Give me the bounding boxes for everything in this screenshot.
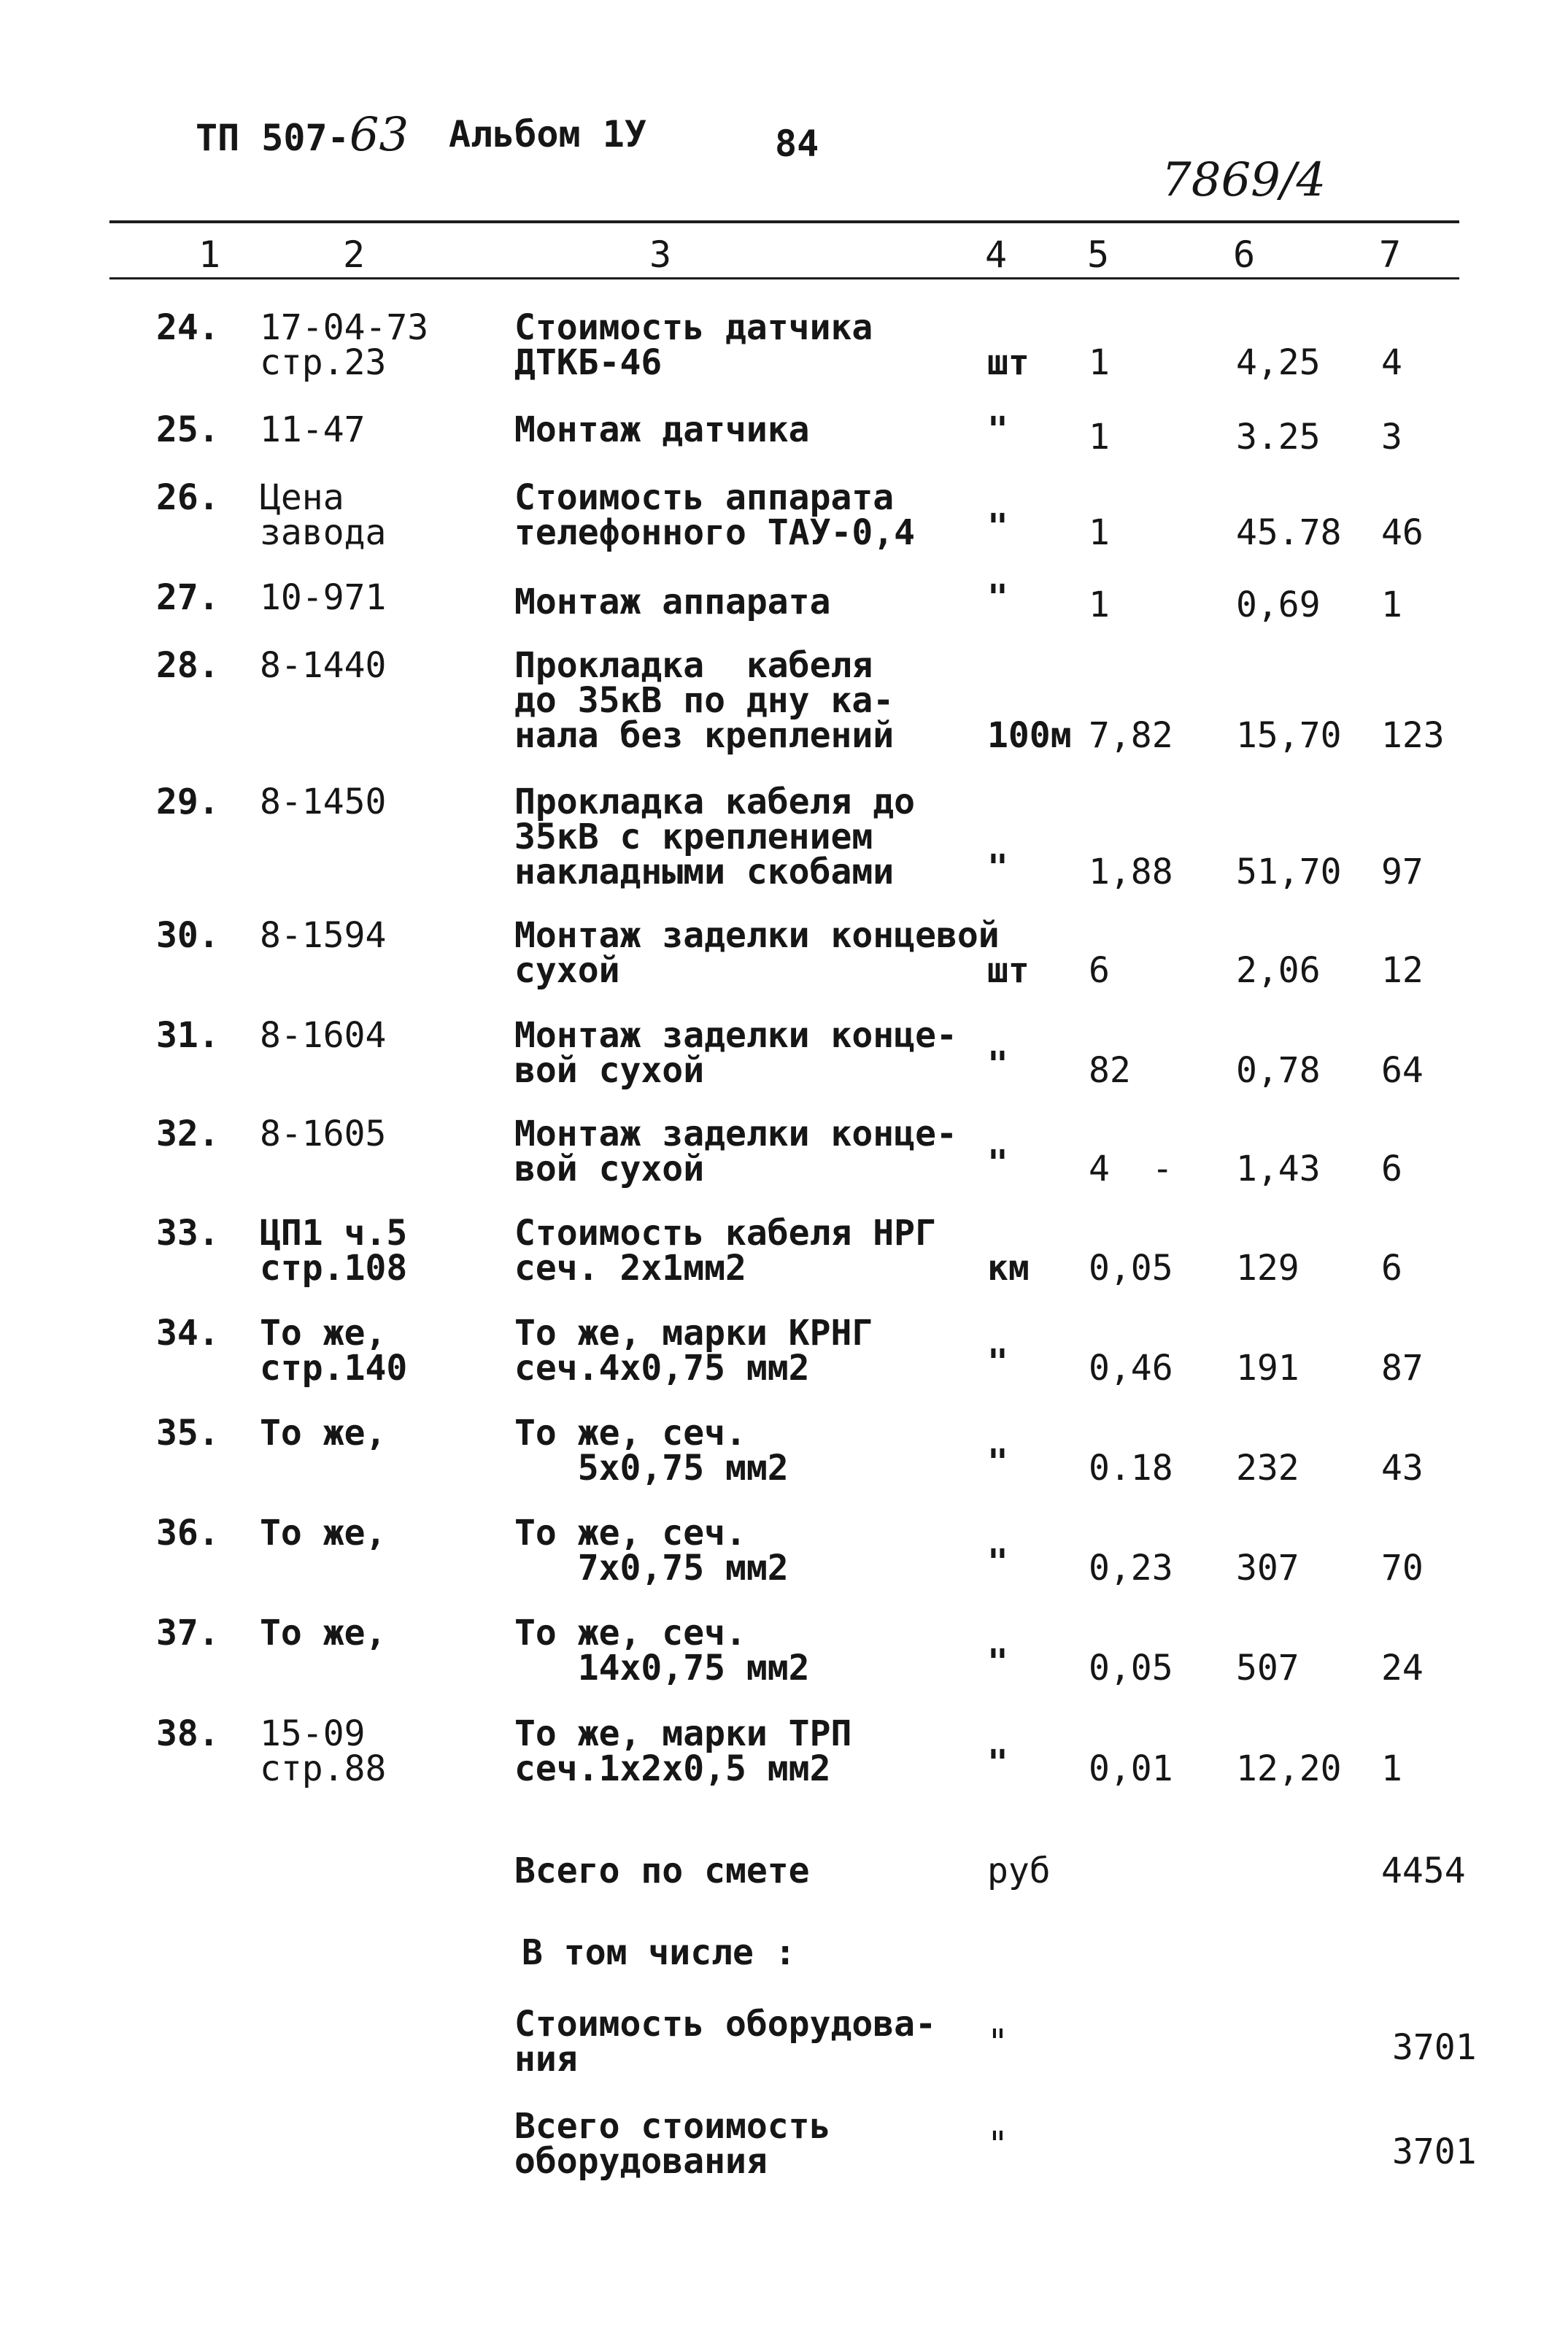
- row-price: 507: [1236, 1648, 1299, 1689]
- total-value: 4454: [1381, 1851, 1466, 1891]
- row-total: 12: [1381, 950, 1424, 991]
- row-description: То же, сеч. 14х0,75 мм2: [514, 1613, 810, 1689]
- row-description: То же, сеч. 7х0,75 мм2: [514, 1513, 789, 1589]
- row-number: 29.: [156, 782, 220, 822]
- row-number: 34.: [156, 1313, 220, 1354]
- row-number: 31.: [156, 1015, 220, 1056]
- row-price: 2,06: [1236, 950, 1321, 991]
- row-reference: ЦП1 ч.5 стр.108: [260, 1213, 408, 1289]
- row-quantity: 4 -: [1089, 1149, 1173, 1189]
- row-description: Стоимость аппарата телефонного ТАУ-0,4: [514, 477, 916, 553]
- row-total: 24: [1381, 1648, 1424, 1689]
- row-unit: ": [987, 506, 1008, 547]
- column-header-1: 1: [198, 234, 221, 276]
- row-reference: 8-1440: [260, 645, 387, 686]
- row-price: 12,20: [1236, 1748, 1342, 1789]
- row-number: 33.: [156, 1213, 220, 1254]
- project-code-suffix: 63: [349, 108, 409, 162]
- row-total: 4: [1381, 342, 1402, 383]
- column-header-7: 7: [1379, 234, 1402, 276]
- row-number: 37.: [156, 1613, 220, 1653]
- row-number: 24.: [156, 307, 220, 348]
- row-reference: То же, стр.140: [260, 1313, 408, 1389]
- row-quantity: 82: [1089, 1050, 1131, 1091]
- equipment-cost-value: 3701: [1392, 2027, 1477, 2068]
- row-price: 51,70: [1236, 852, 1342, 892]
- row-total: 1: [1381, 584, 1402, 625]
- row-unit: ": [987, 1342, 1008, 1383]
- row-reference: 8-1594: [260, 915, 387, 956]
- row-quantity: 0,01: [1089, 1748, 1173, 1789]
- row-price: 0,69: [1236, 584, 1321, 625]
- column-header-2: 2: [343, 234, 366, 276]
- equipment-cost-label: Стоимость оборудова- ния: [514, 2004, 936, 2080]
- row-description: Монтаж датчика: [514, 409, 810, 450]
- row-quantity: 1: [1089, 417, 1110, 458]
- row-price: 45.78: [1236, 512, 1342, 553]
- row-reference: Цена завода: [260, 477, 387, 553]
- row-number: 32.: [156, 1114, 220, 1154]
- project-code: [196, 108, 409, 162]
- row-total: 1: [1381, 1748, 1402, 1789]
- row-total: 43: [1381, 1448, 1424, 1489]
- row-quantity: 1,88: [1089, 852, 1173, 892]
- row-total: 3: [1381, 417, 1402, 458]
- row-total: 70: [1381, 1548, 1424, 1589]
- row-number: 26.: [156, 477, 220, 518]
- row-unit: ": [987, 1143, 1008, 1184]
- row-quantity: 0,05: [1089, 1648, 1173, 1689]
- row-description: Монтаж заделки конце- вой сухой: [514, 1114, 957, 1189]
- including-label: В том числе :: [522, 1932, 796, 1973]
- document-number: 7869/4: [1162, 153, 1326, 207]
- row-quantity: 0.18: [1089, 1448, 1173, 1489]
- total-label: Всего по смете: [514, 1851, 810, 1891]
- row-description: Стоимость кабеля НРГ сеч. 2х1мм2: [514, 1213, 936, 1289]
- column-header-4: 4: [985, 234, 1008, 276]
- row-quantity: 1: [1089, 512, 1110, 553]
- row-total: 64: [1381, 1050, 1424, 1091]
- column-header-5: 5: [1087, 234, 1110, 276]
- total-unit: руб: [987, 1851, 1051, 1891]
- row-reference: 8-1604: [260, 1015, 387, 1056]
- row-unit: ": [987, 1542, 1008, 1583]
- row-unit: ": [987, 577, 1008, 618]
- row-reference: 8-1450: [260, 782, 387, 822]
- row-description: Монтаж заделки конце- вой сухой: [514, 1015, 957, 1091]
- row-description: То же, марки КРНГ сеч.4х0,75 мм2: [514, 1313, 873, 1389]
- equipment-cost-unit: ": [987, 2022, 1008, 2063]
- row-price: 232: [1236, 1448, 1299, 1489]
- row-description: То же, марки ТРП сеч.1х2х0,5 мм2: [514, 1713, 852, 1789]
- row-unit: ": [987, 1442, 1008, 1483]
- row-price: 191: [1236, 1348, 1299, 1389]
- column-header-rule: [109, 277, 1459, 279]
- row-number: 27.: [156, 577, 220, 618]
- row-reference: То же,: [260, 1413, 387, 1454]
- row-price: 3.25: [1236, 417, 1321, 458]
- row-quantity: 1: [1089, 584, 1110, 625]
- row-description: То же, сеч. 5х0,75 мм2: [514, 1413, 789, 1489]
- row-unit: км: [987, 1248, 1030, 1289]
- row-total: 6: [1381, 1248, 1402, 1289]
- row-total: 97: [1381, 852, 1424, 892]
- row-number: 25.: [156, 409, 220, 450]
- row-unit: ": [987, 1642, 1008, 1683]
- row-description: Монтаж аппарата: [514, 582, 831, 622]
- row-description: Прокладка кабеля до 35кВ с креплением накладными скобами: [514, 782, 916, 892]
- reference-code: 17-04-73 стр.23: [260, 307, 429, 383]
- row-unit: ": [987, 1044, 1008, 1085]
- equipment-total-unit: ": [987, 2124, 1008, 2165]
- row-number: 38.: [156, 1713, 220, 1754]
- row-reference: 11-47: [260, 409, 366, 450]
- row-reference: То же,: [260, 1613, 387, 1653]
- column-header-3: 3: [649, 234, 672, 276]
- row-total: 46: [1381, 512, 1424, 553]
- row-description: Монтаж заделки концевой сухой: [514, 915, 1000, 991]
- table-top-rule: [109, 220, 1459, 223]
- row-quantity: 0,05: [1089, 1248, 1173, 1289]
- row-price: 129: [1236, 1248, 1299, 1289]
- album-label: Альбом 1У: [449, 113, 646, 155]
- row-unit: шт: [987, 950, 1030, 991]
- row-unit: 100м: [987, 715, 1072, 756]
- row-total: 123: [1381, 715, 1445, 756]
- equipment-total-label: Всего стоимость оборудования: [514, 2106, 831, 2182]
- row-unit: ": [987, 409, 1008, 450]
- row-unit: шт: [987, 342, 1030, 383]
- row-number: 30.: [156, 915, 220, 956]
- row-description: Стоимость датчика ДТКБ-46: [514, 307, 873, 383]
- row-reference: [260, 307, 429, 383]
- row-reference: 8-1605: [260, 1114, 387, 1154]
- row-number: 35.: [156, 1413, 220, 1454]
- row-reference: 15-09 стр.88: [260, 1713, 387, 1789]
- row-total: 6: [1381, 1149, 1402, 1189]
- project-code-base: ТП 507-: [196, 117, 349, 159]
- column-header-6: 6: [1233, 234, 1256, 276]
- row-quantity: 0,46: [1089, 1348, 1173, 1389]
- row-price: 307: [1236, 1548, 1299, 1589]
- row-reference: 10-971: [260, 577, 387, 618]
- row-reference: То же,: [260, 1513, 387, 1554]
- row-unit: ": [987, 847, 1008, 888]
- row-price: 15,70: [1236, 715, 1342, 756]
- row-price: 4,25: [1236, 342, 1321, 383]
- row-quantity: 0,23: [1089, 1548, 1173, 1589]
- row-total: 87: [1381, 1348, 1424, 1389]
- row-quantity: 1: [1089, 342, 1110, 383]
- row-description: Прокладка кабеля до 35кВ по дну ка- нала без креплений: [514, 645, 895, 756]
- page-number: 84: [775, 123, 819, 165]
- row-quantity: 7,82: [1089, 715, 1173, 756]
- row-number: 28.: [156, 645, 220, 686]
- row-quantity: 6: [1089, 950, 1110, 991]
- row-number: 36.: [156, 1513, 220, 1554]
- row-unit: ": [987, 1743, 1008, 1783]
- row-price: 0,78: [1236, 1050, 1321, 1091]
- row-price: 1,43: [1236, 1149, 1321, 1189]
- equipment-total-value: 3701: [1392, 2131, 1477, 2172]
